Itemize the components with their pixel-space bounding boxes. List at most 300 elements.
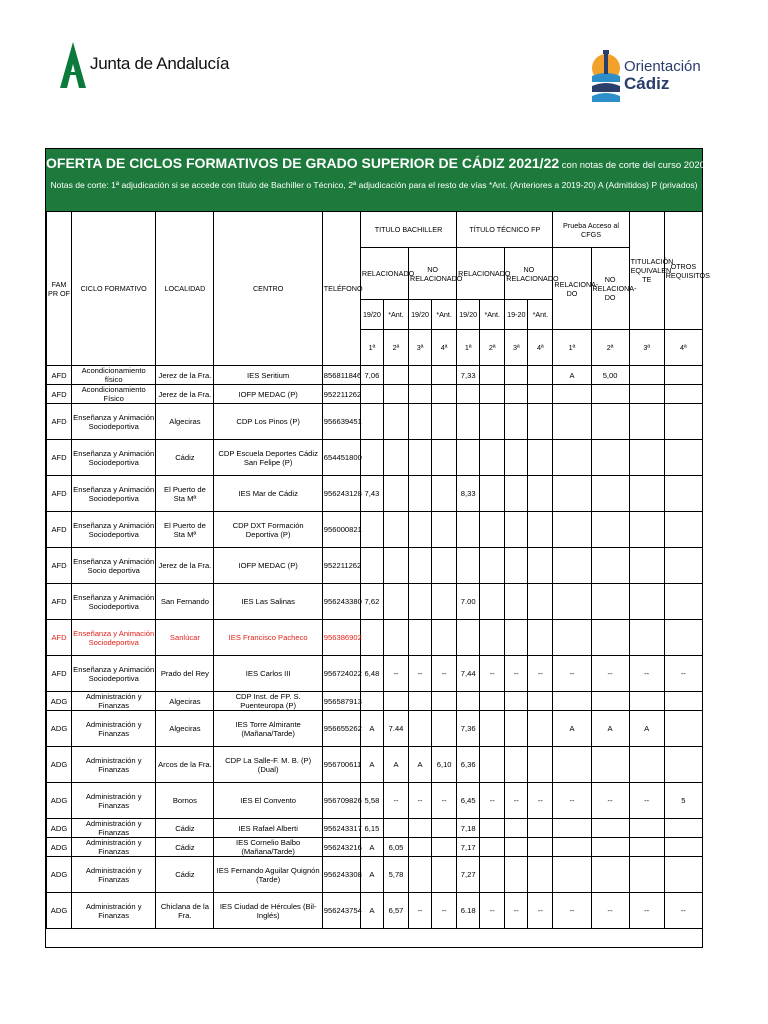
cell-nota: A: [591, 711, 629, 747]
cell-nota: 7.00: [457, 584, 480, 620]
cell-localidad: Prado del Rey: [156, 656, 214, 692]
cell-nota: [383, 476, 408, 512]
header-titulo-bachiller: TITULO BACHILLER: [360, 212, 456, 248]
cell-nota: --: [480, 893, 505, 929]
cell-nota: [629, 747, 664, 783]
header-fam: FAM PR OF: [47, 212, 72, 366]
header-otros-requisitos: OTROS REQUISITOS: [664, 212, 702, 330]
cell-nota: 7,27: [457, 857, 480, 893]
cell-nota: --: [553, 656, 591, 692]
cell-nota: [480, 711, 505, 747]
cell-nota: [629, 584, 664, 620]
header-ordinal: 3ª: [629, 330, 664, 366]
cell-nota: 6,05: [383, 838, 408, 857]
header-prueba-no-relacionado: NO RELACIONA- DO: [591, 248, 629, 330]
header-prueba-relacionado: RELACIONA- DO: [553, 248, 591, 330]
cell-nota: [505, 385, 528, 404]
cell-nota: [528, 512, 553, 548]
cell-localidad: Bornos: [156, 783, 214, 819]
cell-nota: [480, 512, 505, 548]
cell-telefono: 956243308: [322, 857, 360, 893]
cell-nota: [528, 819, 553, 838]
cell-nota: [480, 838, 505, 857]
cell-nota: --: [629, 893, 664, 929]
cell-nota: [553, 404, 591, 440]
cell-nota: --: [528, 893, 553, 929]
cell-fam: ADG: [47, 893, 72, 929]
cell-nota: [664, 819, 702, 838]
cell-nota: [591, 819, 629, 838]
header-localidad: LOCALIDAD: [156, 212, 214, 366]
header-ordinal: 3ª: [505, 330, 528, 366]
cell-centro: IES Seritium: [214, 366, 322, 385]
cell-telefono: 956709826: [322, 783, 360, 819]
cell-nota: [432, 838, 457, 857]
cell-nota: 6,45: [457, 783, 480, 819]
cell-nota: --: [432, 893, 457, 929]
table-row: [47, 584, 703, 620]
cell-nota: [409, 819, 432, 838]
cell-nota: 6,57: [383, 893, 408, 929]
cell-centro: IES Ciudad de Hércules (Bil-Inglés): [214, 893, 322, 929]
cell-nota: [664, 747, 702, 783]
cell-ciclo: Enseñanza y Animación Sociodeportiva: [72, 512, 156, 548]
cell-nota: [383, 548, 408, 584]
cell-ciclo: Enseñanza y Animación Sociodeportiva: [72, 584, 156, 620]
cell-nota: [505, 548, 528, 584]
cell-nota: [528, 548, 553, 584]
cell-nota: [553, 747, 591, 783]
cell-nota: --: [528, 656, 553, 692]
cell-nota: --: [629, 656, 664, 692]
cell-nota: [553, 548, 591, 584]
cell-centro: IOFP MEDAC (P): [214, 385, 322, 404]
cell-nota: [528, 476, 553, 512]
cell-nota: [528, 584, 553, 620]
cell-nota: [664, 711, 702, 747]
header-tec-relacionado: RELACIONADO: [457, 248, 505, 300]
cell-telefono: 956243128: [322, 476, 360, 512]
cell-nota: [629, 404, 664, 440]
cell-nota: [591, 512, 629, 548]
header-ordinal: 1ª: [553, 330, 591, 366]
cell-nota: [480, 692, 505, 711]
banner-title-line: [46, 155, 719, 171]
cell-centro: IES Las Salinas: [214, 584, 322, 620]
cell-nota: [591, 620, 629, 656]
cell-centro: IES Rafael Alberti: [214, 819, 322, 838]
cell-centro: CDP Escuela Deportes Cádiz San Felipe (P): [214, 440, 322, 476]
cell-telefono: 956000821: [322, 512, 360, 548]
cell-ciclo: Enseñanza y Animación Sociodeportiva: [72, 440, 156, 476]
cell-nota: [505, 819, 528, 838]
cell-fam: AFD: [47, 385, 72, 404]
cell-nota: --: [383, 656, 408, 692]
cell-nota: [591, 584, 629, 620]
cell-telefono: 956639451: [322, 404, 360, 440]
table-row: [47, 512, 703, 548]
cell-nota: 6.18: [457, 893, 480, 929]
header-ant: *Ant.: [528, 300, 553, 330]
cell-nota: [409, 692, 432, 711]
cell-nota: --: [553, 783, 591, 819]
cell-nota: --: [480, 783, 505, 819]
cell-nota: [480, 819, 505, 838]
cell-nota: A: [360, 838, 383, 857]
junta-andalucia-logo: [60, 42, 230, 92]
cell-nota: [432, 620, 457, 656]
cell-nota: [505, 440, 528, 476]
cell-nota: 5,78: [383, 857, 408, 893]
cell-nota: [528, 366, 553, 385]
cell-ciclo: Administración y Finanzas: [72, 893, 156, 929]
table-row: [47, 440, 703, 476]
cell-ciclo: Administración y Finanzas: [72, 692, 156, 711]
table-row: [47, 656, 703, 692]
cell-localidad: Jerez de la Fra.: [156, 385, 214, 404]
cell-ciclo: Administración y Finanzas: [72, 711, 156, 747]
cell-nota: [505, 711, 528, 747]
cell-nota: 6,10: [432, 747, 457, 783]
junta-andalucia-emblem-icon: [60, 42, 86, 88]
cell-nota: [591, 476, 629, 512]
cell-telefono: 654451800: [322, 440, 360, 476]
cell-nota: [664, 620, 702, 656]
cell-localidad: Cádiz: [156, 819, 214, 838]
cell-centro: IES Carlos III: [214, 656, 322, 692]
cell-telefono: 952211262: [322, 548, 360, 584]
table-body: [47, 366, 703, 929]
cell-nota: [528, 857, 553, 893]
cell-nota: [480, 857, 505, 893]
cell-centro: CDP Los Pinos (P): [214, 404, 322, 440]
cell-nota: [480, 366, 505, 385]
cell-nota: [480, 404, 505, 440]
cell-nota: [664, 692, 702, 711]
cell-nota: [360, 692, 383, 711]
cell-nota: [457, 512, 480, 548]
cell-centro: CDP Inst. de FP. S. Puenteuropa (P): [214, 692, 322, 711]
table-row: [47, 692, 703, 711]
cell-telefono: 956386902: [322, 620, 360, 656]
table-row: [47, 838, 703, 857]
cell-nota: [528, 385, 553, 404]
cell-nota: [409, 385, 432, 404]
table-header: [47, 212, 710, 366]
cell-nota: [591, 838, 629, 857]
cell-nota: [409, 838, 432, 857]
cell-nota: [480, 548, 505, 584]
cell-nota: [528, 440, 553, 476]
offer-sheet: [45, 148, 719, 948]
cell-nota: --: [505, 893, 528, 929]
cell-nota: [409, 512, 432, 548]
cell-nota: 7,33: [457, 366, 480, 385]
title-banner: [46, 149, 719, 211]
header-ant: *Ant.: [480, 300, 505, 330]
cell-localidad: Algeciras: [156, 692, 214, 711]
cell-nota: [553, 440, 591, 476]
cell-fam: AFD: [47, 620, 72, 656]
cell-nota: [505, 476, 528, 512]
cell-nota: --: [591, 783, 629, 819]
cell-nota: 7,43: [360, 476, 383, 512]
cell-nota: [591, 440, 629, 476]
cell-nota: 7.44: [383, 711, 408, 747]
table-row: [47, 893, 703, 929]
cell-nota: [432, 476, 457, 512]
cell-nota: A: [360, 747, 383, 783]
cell-fam: ADG: [47, 711, 72, 747]
cell-nota: --: [591, 656, 629, 692]
cell-nota: [629, 548, 664, 584]
cell-nota: [505, 692, 528, 711]
cell-fam: ADG: [47, 747, 72, 783]
cell-localidad: Jerez de la Fra.: [156, 366, 214, 385]
cell-nota: A: [360, 711, 383, 747]
cell-ciclo: Enseñanza y Animación Socio deportiva: [72, 548, 156, 584]
cell-nota: --: [664, 656, 702, 692]
cell-nota: 7,44: [457, 656, 480, 692]
cell-telefono: 956243216: [322, 838, 360, 857]
cell-nota: [409, 366, 432, 385]
cell-nota: [409, 404, 432, 440]
cell-nota: [553, 819, 591, 838]
cell-nota: [432, 711, 457, 747]
cell-nota: 7,18: [457, 819, 480, 838]
cell-nota: [553, 385, 591, 404]
cell-nota: [457, 620, 480, 656]
cell-ciclo: Acondicionamiento Físico: [72, 385, 156, 404]
cell-nota: [432, 819, 457, 838]
cell-nota: [409, 620, 432, 656]
header-ordinal: 2ª: [480, 330, 505, 366]
cell-centro: IES Fernando Aguilar Quignón (Tarde): [214, 857, 322, 893]
cell-nota: [383, 620, 408, 656]
cell-nota: --: [505, 783, 528, 819]
cell-centro: IES Torre Almirante (Mañana/Tarde): [214, 711, 322, 747]
cell-nota: A: [629, 711, 664, 747]
header-prueba-acceso: Prueba Acceso al CFGS: [553, 212, 629, 248]
cell-nota: [457, 440, 480, 476]
cell-nota: [629, 620, 664, 656]
cell-nota: [664, 366, 702, 385]
cell-nota: [664, 476, 702, 512]
header-ordinal: 3ª: [409, 330, 432, 366]
cell-nota: [664, 385, 702, 404]
cell-nota: [360, 548, 383, 584]
cell-nota: [383, 385, 408, 404]
cell-localidad: Algeciras: [156, 711, 214, 747]
cell-nota: [432, 366, 457, 385]
cell-nota: 6,15: [360, 819, 383, 838]
cell-telefono: 956724022: [322, 656, 360, 692]
cell-telefono: 956587913: [322, 692, 360, 711]
cell-nota: [629, 366, 664, 385]
cell-nota: [457, 692, 480, 711]
header-centro: CENTRO: [214, 212, 322, 366]
offer-table: [46, 211, 710, 929]
cell-fam: ADG: [47, 783, 72, 819]
cell-nota: [629, 838, 664, 857]
header-year: 19/20: [409, 300, 432, 330]
header-year: 19/20: [360, 300, 383, 330]
cell-ciclo: Administración y Finanzas: [72, 819, 156, 838]
cell-nota: [664, 838, 702, 857]
cell-nota: 7,06: [360, 366, 383, 385]
cell-telefono: 956243317: [322, 819, 360, 838]
junta-andalucia-text: Junta de Andalucía: [90, 54, 230, 73]
header-ordinal: 1ª: [457, 330, 480, 366]
cell-telefono: 856811846: [322, 366, 360, 385]
cell-nota: [528, 620, 553, 656]
cell-nota: 5,00: [591, 366, 629, 385]
cell-nota: [629, 819, 664, 838]
header-titulo-tecnico: TÍTULO TÉCNICO FP: [457, 212, 553, 248]
cell-nota: [591, 385, 629, 404]
cell-nota: [383, 366, 408, 385]
cell-nota: [480, 440, 505, 476]
cell-nota: [480, 584, 505, 620]
cell-ciclo: Enseñanza y Animación Sociodeportiva: [72, 620, 156, 656]
banner-title-suffix: con notas de corte del curso 2020-21: [559, 160, 719, 171]
cell-nota: [505, 747, 528, 783]
cell-nota: A: [360, 857, 383, 893]
cell-nota: [457, 404, 480, 440]
cell-nota: [409, 476, 432, 512]
cell-nota: [409, 548, 432, 584]
cell-localidad: Cádiz: [156, 440, 214, 476]
cell-fam: AFD: [47, 404, 72, 440]
cell-fam: AFD: [47, 512, 72, 548]
cell-ciclo: Acondicionamiento físico: [72, 366, 156, 385]
header-tec-no-relacionado: NO RELACIONADO: [505, 248, 553, 300]
cell-fam: AFD: [47, 440, 72, 476]
cell-centro: IES Francisco Pacheco: [214, 620, 322, 656]
cell-nota: [664, 548, 702, 584]
cell-fam: AFD: [47, 656, 72, 692]
cell-nota: [629, 476, 664, 512]
cell-nota: --: [409, 893, 432, 929]
table-row: [47, 747, 703, 783]
cell-nota: [591, 857, 629, 893]
banner-title: OFERTA DE CICLOS FORMATIVOS DE GRADO SUPERIOR DE CÁDIZ 2021/22: [46, 155, 560, 171]
cell-nota: A: [409, 747, 432, 783]
cell-nota: [591, 747, 629, 783]
cell-fam: AFD: [47, 476, 72, 512]
cell-telefono: 952211262: [322, 385, 360, 404]
cell-localidad: El Puerto de Sta Mª: [156, 476, 214, 512]
cell-localidad: Cádiz: [156, 838, 214, 857]
cell-nota: --: [383, 783, 408, 819]
cell-nota: [480, 385, 505, 404]
cell-nota: --: [591, 893, 629, 929]
cell-nota: [664, 404, 702, 440]
cell-nota: [505, 404, 528, 440]
cell-ciclo: Administración y Finanzas: [72, 783, 156, 819]
cell-nota: A: [553, 711, 591, 747]
cell-nota: --: [480, 656, 505, 692]
cell-centro: IOFP MEDAC (P): [214, 548, 322, 584]
cell-localidad: Cádiz: [156, 857, 214, 893]
cell-nota: 6,48: [360, 656, 383, 692]
cell-nota: [629, 440, 664, 476]
cell-nota: [409, 584, 432, 620]
header-bach-no-relacionado: NO RELACIONADO: [409, 248, 457, 300]
cell-nota: [553, 692, 591, 711]
header-year: 19/20: [457, 300, 480, 330]
header-year: 19-20: [505, 300, 528, 330]
cell-nota: 7,17: [457, 838, 480, 857]
cell-ciclo: Enseñanza y Animación Sociodeportiva: [72, 476, 156, 512]
cell-nota: [505, 584, 528, 620]
cell-nota: 5,58: [360, 783, 383, 819]
cell-nota: [528, 404, 553, 440]
cell-nota: [383, 512, 408, 548]
cell-nota: 8,33: [457, 476, 480, 512]
cell-nota: [432, 548, 457, 584]
header-bach-relacionado: RELACIONADO: [360, 248, 408, 300]
cell-nota: [360, 404, 383, 440]
cell-localidad: Chiclana de la Fra.: [156, 893, 214, 929]
cell-nota: [505, 366, 528, 385]
header-ordinal: 4ª: [432, 330, 457, 366]
cell-nota: [629, 385, 664, 404]
cell-nota: --: [409, 656, 432, 692]
cell-nota: [409, 711, 432, 747]
cell-nota: A: [383, 747, 408, 783]
cell-nota: [360, 512, 383, 548]
orientacion-cadiz-logo: [590, 46, 701, 110]
cell-nota: --: [432, 783, 457, 819]
cell-centro: CDP La Salle-F. M. B. (P) (Dual): [214, 747, 322, 783]
cell-localidad: Jerez de la Fra.: [156, 548, 214, 584]
header-ordinal: 1ª: [360, 330, 383, 366]
cell-nota: [432, 857, 457, 893]
cell-ciclo: Administración y Finanzas: [72, 747, 156, 783]
cell-nota: [383, 692, 408, 711]
cell-nota: --: [664, 893, 702, 929]
cell-localidad: San Fernando: [156, 584, 214, 620]
cell-nota: [457, 385, 480, 404]
header-ordinal: 4ª: [528, 330, 553, 366]
cell-nota: --: [409, 783, 432, 819]
cell-nota: [432, 440, 457, 476]
cell-nota: --: [528, 783, 553, 819]
cell-nota: [591, 548, 629, 584]
cell-fam: ADG: [47, 857, 72, 893]
cell-nota: 7,62: [360, 584, 383, 620]
cell-fam: ADG: [47, 838, 72, 857]
cell-nota: [409, 440, 432, 476]
cell-ciclo: Administración y Finanzas: [72, 838, 156, 857]
cell-nota: [591, 404, 629, 440]
cell-nota: [505, 857, 528, 893]
header-ant: *Ant.: [383, 300, 408, 330]
cell-ciclo: Enseñanza y Animación Sociodeportiva: [72, 404, 156, 440]
orientacion-text: Orientación: [624, 58, 701, 75]
cell-nota: [457, 548, 480, 584]
banner-note: Notas de corte: 1ª adjudicación si se accede con título de Bachiller o Técnico, 2ª adjudicación para el resto de vías *Ant. (Anteriores a 2019-20) A (Admitidos) P (privados): [50, 180, 698, 190]
cell-nota: [528, 838, 553, 857]
cell-localidad: Sanlúcar: [156, 620, 214, 656]
cell-nota: --: [432, 656, 457, 692]
cell-telefono: 956243754: [322, 893, 360, 929]
cell-nota: [528, 747, 553, 783]
header-ordinal: 4ª: [664, 330, 702, 366]
cell-nota: [480, 620, 505, 656]
cell-nota: [553, 620, 591, 656]
